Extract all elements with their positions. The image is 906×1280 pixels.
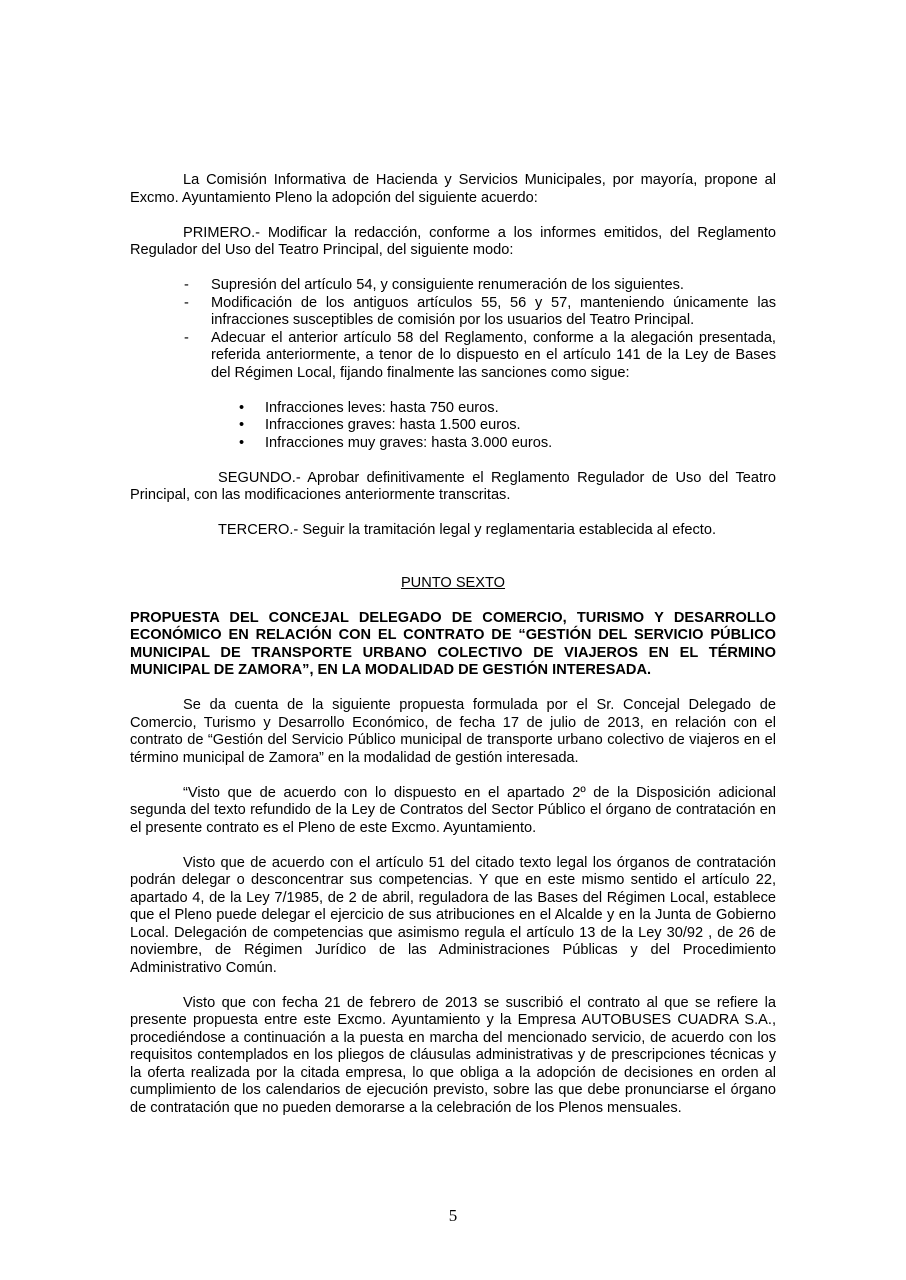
tercero-paragraph: TERCERO.- Seguir la tramitación legal y reglamentaria establecida al efecto. [218,522,717,538]
primero-paragraph: PRIMERO.- Modificar la redacción, conforme a los informes emitidos, del Reglamento Regulador del Uso del Teatro Principal, del siguiente modo: [130,224,776,258]
body-paragraph: Visto que de acuerdo con el artículo 51 del citado texto legal los órganos de contratación podrán delegar o desconcentrar sus competencias. Y que en este mismo sentido el artículo 22, apartado 4, de la Ley 7/1985, de 2 de abril, reguladora de las Bases del Régimen Local, establece que el Pleno puede delegar el ejercicio de sus atribuciones en el Alcalde y en la Junta de Gobierno Local. Delegación de competencias que asimismo regula el artículo 13 de la Ley 30/92 , de 26 de noviembre, de Régimen Jurídico de las Administraciones Públicas y del Procedimiento Administrativo Común. [130,854,776,976]
body-paragraph: Visto que con fecha 21 de febrero de 2013 se suscribió el contrato al que se refiere la presente propuesta entre este Excmo. Ayuntamiento y la Empresa AUTOBUSES CUADRA S.A., procediéndose a continuación a la puesta en marcha del mencionado servicio, de acuerdo con los requisitos contemplados en los pliegos de cláusulas administrativas y de prescripciones técnicas y la oferta realizada por la citada empresa, lo que obliga a la adopción de decisiones en orden al cumplimiento de los calendarios de ejecución previsto, sobre las que debe pronunciarse el órgano de contratación que no pueden demorarse a la celebración de los Plenos mensuales. [130,994,776,1116]
intro-paragraph: La Comisión Informativa de Hacienda y Servicios Municipales, por mayoría, propone al Excmo. Ayuntamiento Pleno la adopción del siguiente acuerdo: [130,172,776,206]
list-item: - Adecuar el anterior artículo 58 del Reglamento, conforme a la alegación presentada, referida anteriormente, a tenor de lo dispuesto en el artículo 141 de la Ley de Bases del Régimen Local, fijando finalmente las sanciones como sigue: [211,330,776,383]
spacer [130,557,776,575]
list-item: - Modificación de los antiguos artículos 55, 56 y 57, manteniendo únicamente las infracciones susceptibles de comisión por los usuarios del Teatro Principal. [211,295,776,330]
page-number: 5 [448,1206,458,1225]
body-paragraph: Se da cuenta de la siguiente propuesta formulada por el Sr. Concejal Delegado de Comercio, Turismo y Desarrollo Económico, de fecha 17 de julio de 2013, en relación con el contrato de “Gestión del Servicio Público municipal de transporte urbano colectivo de viajeros en el término municipal de Zamora” en la modalidad de gestión interesada. [130,697,776,766]
list-item: • Infracciones graves: hasta 1.500 euros. [265,417,776,435]
list-item: - Supresión del artículo 54, y consiguiente renumeración de los siguientes. [211,277,776,295]
document-body [130,172,776,1135]
sanctions-list [130,400,776,453]
modifications-list [130,277,776,382]
list-item: • Infracciones leves: hasta 750 euros. [265,400,776,418]
segundo-paragraph: SEGUNDO.- Aprobar definitivamente el Reglamento Regulador de Uso del Teatro Principal, con las modificaciones anteriormente transcritas. [130,469,776,503]
section-heading: PUNTO SEXTO [400,574,506,591]
body-paragraph: “Visto que de acuerdo con lo dispuesto en el apartado 2º de la Disposición adicional segunda del texto refundido de la Ley de Contratos del Sector Público el órgano de contratación en el presente contrato es el Pleno de este Excmo. Ayuntamiento. [130,784,776,836]
proposal-title: PROPUESTA DEL CONCEJAL DELEGADO DE COMERCIO, TURISMO Y DESARROLLO ECONÓMICO EN RELACIÓN CON EL CONTRATO DE “GESTIÓN DEL SERVICIO PÚBLICO MUNICIPAL DE TRANSPORTE URBANO COLECTIVO DE VIAJEROS EN EL TÉRMINO MUNICIPAL DE ZAMORA”, EN LA MODALIDAD DE GESTIÓN INTERESADA. [130,609,776,678]
list-item: • Infracciones muy graves: hasta 3.000 euros. [265,435,776,453]
